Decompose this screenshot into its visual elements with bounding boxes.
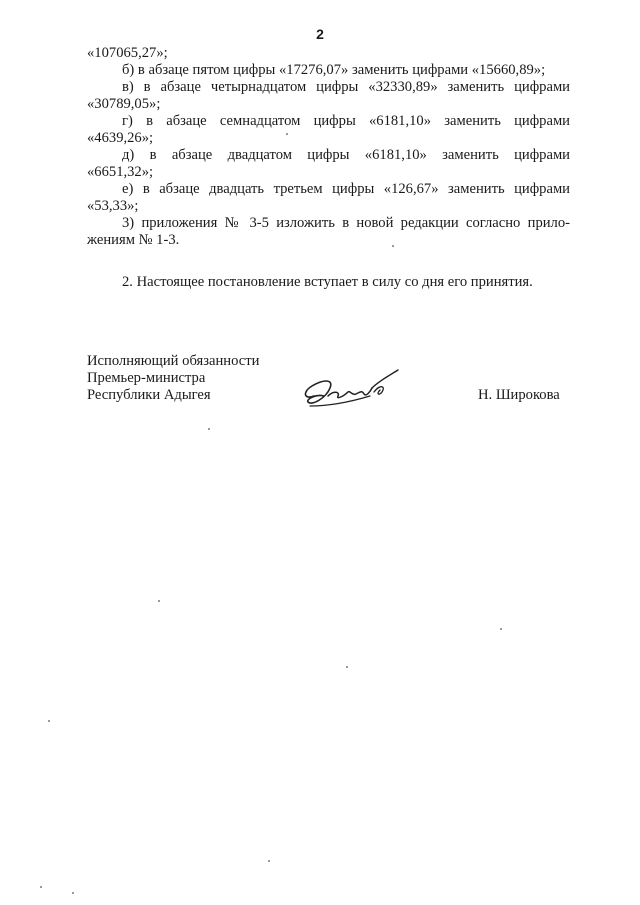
amendment-continuation: «107065,27»;	[87, 45, 168, 61]
amendments-text	[87, 45, 570, 249]
scan-speck	[392, 245, 394, 247]
scan-speck	[346, 666, 348, 668]
amendment-v-line1: в) в абзаце четырнадцатом цифры «32330,89» заменить цифрами	[122, 79, 570, 95]
scan-speck	[40, 886, 42, 888]
amendment-v-line2: «30789,05»;	[87, 96, 161, 112]
scan-speck	[286, 133, 288, 135]
scan-speck	[72, 892, 74, 894]
scan-speck	[208, 428, 210, 430]
signer-position-line1: Исполняющий обязанности	[87, 353, 260, 369]
scan-speck	[500, 628, 502, 630]
page-number: 2	[316, 26, 324, 42]
amendment-e-line2: «53,33»;	[87, 198, 139, 214]
handwritten-signature	[300, 366, 406, 414]
amendment-e-line1: е) в абзаце двадцать третьем цифры «126,67» заменить цифрами	[122, 181, 570, 197]
amendment-d-line2: «6651,32»;	[87, 164, 154, 180]
signer-position-line2: Премьер-министра	[87, 370, 206, 386]
item-3-line2: жениям № 1-3.	[87, 232, 180, 248]
signer-name: Н. Широкова	[478, 387, 560, 403]
amendment-g-line2: «4639,26»;	[87, 130, 154, 146]
paragraph-2: 2. Настоящее постановление вступает в силу со дня его принятия.	[122, 274, 533, 290]
scan-speck	[48, 720, 50, 722]
signer-position-line3: Республики Адыгея	[87, 387, 211, 403]
item-3-line1: 3) приложения № 3-5 изложить в новой редакции согласно прило-	[122, 215, 570, 231]
scan-speck	[268, 860, 270, 862]
scan-speck	[158, 600, 160, 602]
signer-position	[87, 353, 259, 404]
amendment-d-line1: д) в абзаце двадцатом цифры «6181,10» заменить цифрами	[122, 147, 570, 163]
amendment-b: б) в абзаце пятом цифры «17276,07» заменить цифрами «15660,89»;	[122, 62, 546, 78]
amendment-g-line1: г) в абзаце семнадцатом цифры «6181,10» заменить цифрами	[122, 113, 570, 129]
